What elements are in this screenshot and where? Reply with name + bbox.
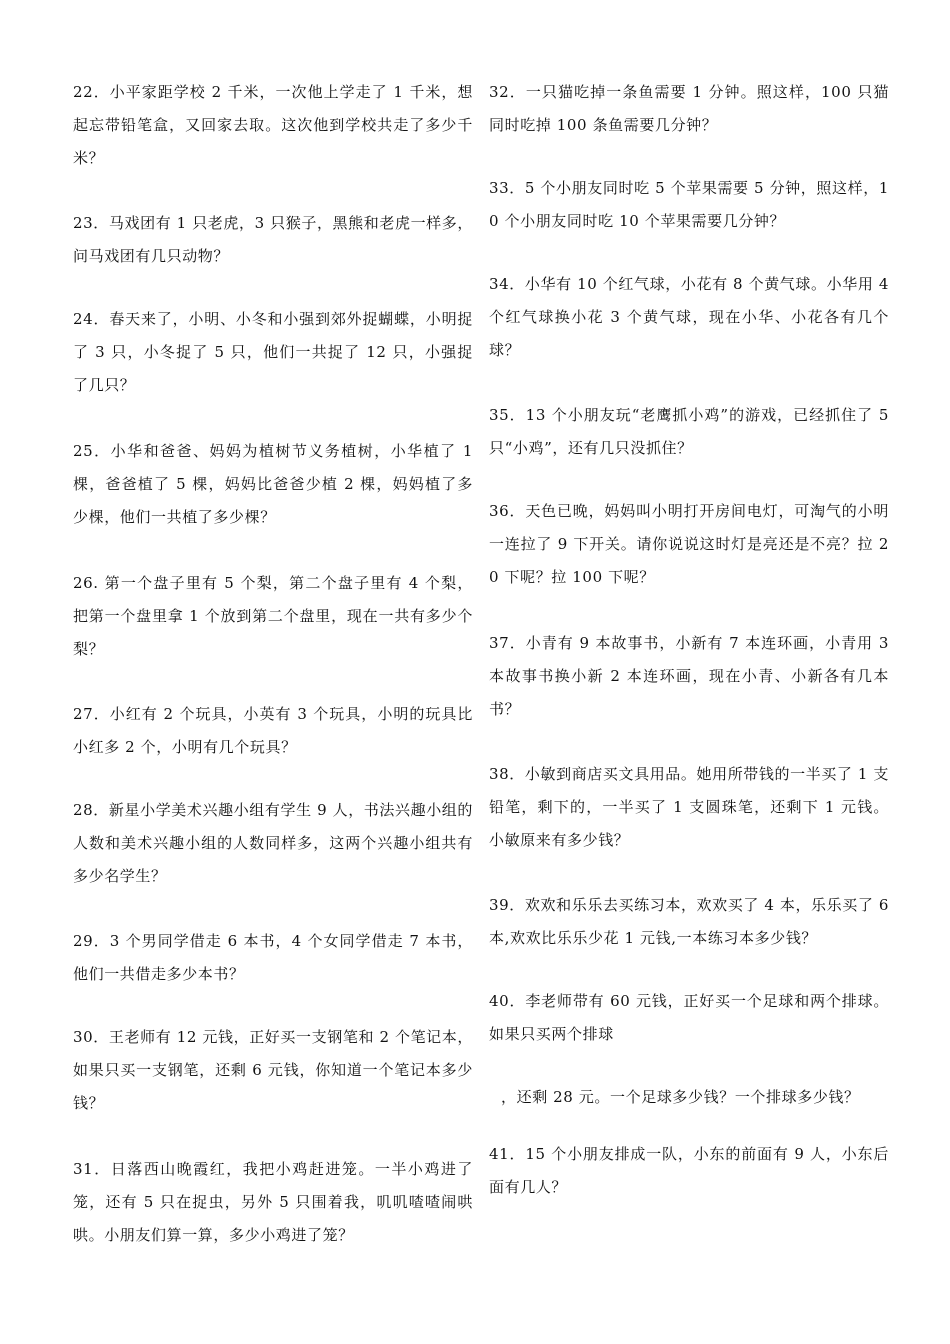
question-22: 22．小平家距学校 2 千米，一次他上学走了 1 千米，想起忘带铅笔盒，又回家去取。这次他到学校共走了多少千米？ [73, 83, 473, 167]
question-29: 29．3 个男同学借走 6 本书，4 个女同学借走 7 本书，他们一共借走多少本书？ [73, 932, 473, 983]
question-34: 34．小华有 10 个红气球，小花有 8 个黄气球。小华用 4 个红气球换小花 3 个黄气球，现在小华、小花各有几个球？ [489, 275, 889, 359]
question-33: 33．5 个小朋友同时吃 5 个苹果需要 5 分钟，照这样，10 个小朋友同时吃 10 个苹果需要几分钟？ [489, 179, 889, 230]
question-41: 41．15 个小朋友排成一队，小东的前面有 9 人，小东后面有几人？ [489, 1145, 889, 1196]
question-35: 35．13 个小朋友玩“老鹰抓小鸡”的游戏，已经抓住了 5 只“小鸡”，还有几只没抓住？ [489, 406, 889, 457]
question-26: 26. 第一个盘子里有 5 个梨，第二个盘子里有 4 个梨，把第一个盘里拿 1 个放到第二个盘里，现在一共有多少个梨？ [73, 574, 473, 658]
question-38: 38．小敏到商店买文具用品。她用所带钱的一半买了 1 支铅笔，剩下的，一半买了 1 支圆珠笔，还剩下 1 元钱。小敏原来有多少钱？ [489, 765, 889, 849]
question-32: 32．一只猫吃掉一条鱼需要 1 分钟。照这样，100 只猫同时吃掉 100 条鱼需要几分钟？ [489, 83, 889, 134]
question-40: 40．李老师带有 60 元钱，正好买一个足球和两个排球。如果只买两个排球 [489, 992, 889, 1043]
question-23: 23．马戏团有 1 只老虎，3 只猴子，黑熊和老虎一样多，问马戏团有几只动物？ [73, 214, 473, 265]
question-36: 36．天色已晚，妈妈叫小明打开房间电灯，可淘气的小明一连拉了 9 下开关。请你说说这时灯是亮还是不亮？拉 20 下呢？拉 100 下呢？ [489, 502, 889, 586]
question-39: 39．欢欢和乐乐去买练习本，欢欢买了 4 本，乐乐买了 6 本,欢欢比乐乐少花 1 元钱,一本练习本多少钱？ [489, 896, 889, 947]
question-30: 30．王老师有 12 元钱，正好买一支钢笔和 2 个笔记本，如果只买一支钢笔，还剩 6 元钱，你知道一个笔记本多少钱？ [73, 1028, 473, 1112]
question-40-continued: ，还剩 28 元。一个足球多少钱？一个排球多少钱？ [501, 1088, 860, 1106]
question-24: 24．春天来了，小明、小冬和小强到郊外捉蝴蝶，小明捉了 3 只，小冬捉了 5 只，他们一共捉了 12 只，小强捉了几只？ [73, 310, 473, 394]
question-25: 25．小华和爸爸、妈妈为植树节义务植树，小华植了 1 棵，爸爸植了 5 棵，妈妈比爸爸少植 2 棵，妈妈植了多少棵，他们一共植了多少棵？ [73, 442, 473, 526]
question-28: 28．新星小学美术兴趣小组有学生 9 人，书法兴趣小组的人数和美术兴趣小组的人数同样多，这两个兴趣小组共有多少名学生？ [73, 801, 473, 885]
question-27: 27．小红有 2 个玩具，小英有 3 个玩具，小明的玩具比小红多 2 个，小明有几个玩具？ [73, 705, 473, 756]
question-37: 37．小青有 9 本故事书，小新有 7 本连环画，小青用 3 本故事书换小新 2 本连环画，现在小青、小新各有几本书？ [489, 634, 889, 718]
question-31: 31．日落西山晚霞红，我把小鸡赶进笼。一半小鸡进了笼，还有 5 只在捉虫，另外 5 只围着我，叽叽喳喳闹哄哄。小朋友们算一算，多少小鸡进了笼？ [73, 1160, 473, 1244]
